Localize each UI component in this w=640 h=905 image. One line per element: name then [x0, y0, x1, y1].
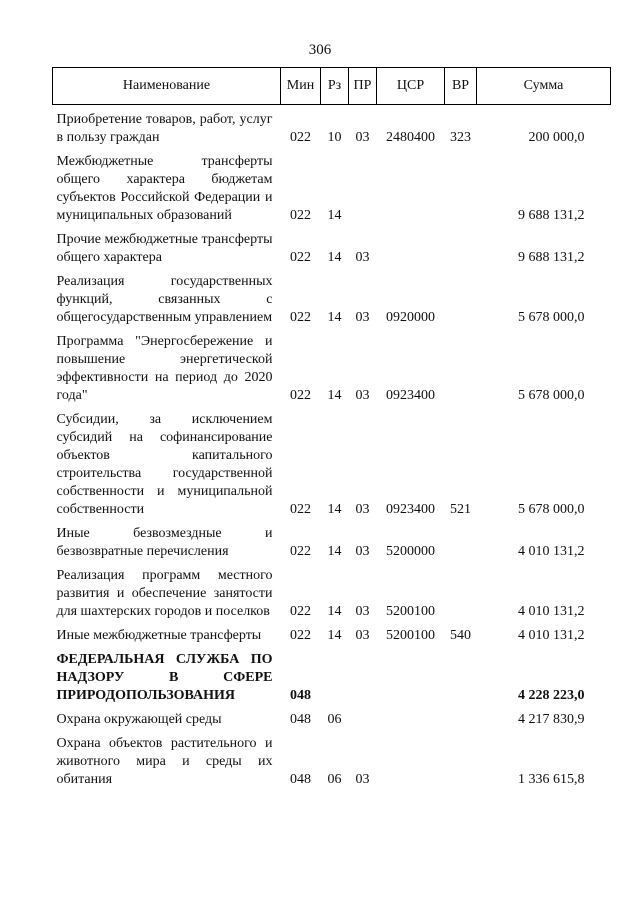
row-rz: 14: [327, 502, 342, 517]
row-csr: 2480400: [386, 130, 435, 145]
row-csr: [377, 225, 445, 267]
row-vr: [445, 147, 477, 225]
row-pr: 03: [355, 628, 370, 643]
row-pr: 03: [355, 388, 370, 403]
row-csr: 0923400: [386, 502, 435, 517]
row-rz: 14: [327, 250, 342, 265]
table-row: [53, 267, 611, 327]
row-name: Иные межбюджетные трансферты: [56, 628, 262, 643]
row-vr: 521: [450, 502, 471, 517]
row-name: Реализация государственных функций, связанных с общегосударственным управлением: [56, 274, 273, 325]
row-vr: [445, 267, 477, 327]
row-rz: 14: [327, 208, 342, 223]
row-csr: 0920000: [386, 310, 435, 325]
row-name: Межбюджетные трансферты общего характера бюджетам субъектов Российской Федерации и муниципальных образований: [56, 154, 273, 223]
row-name: Иные безвозмездные и безвозвратные перечисления: [56, 526, 273, 559]
row-sum: 5 678 000,0: [518, 310, 585, 325]
row-vr: [445, 645, 477, 705]
budget-table: [52, 67, 611, 789]
header-sum: Сумма: [477, 68, 611, 105]
row-name: Субсидии, за исключением субсидий на софинансирование объектов капитального строительства государственной собственности и муниципальной собственности: [56, 412, 273, 517]
row-csr: 5200100: [386, 604, 435, 619]
row-sum: 1 336 615,8: [518, 772, 585, 787]
table-row: [53, 105, 611, 148]
row-pr: 03: [355, 310, 370, 325]
row-sum: 5 678 000,0: [518, 502, 585, 517]
table-row: [53, 561, 611, 621]
row-rz: 14: [327, 544, 342, 559]
row-pr: [349, 705, 377, 729]
row-name: Прочие межбюджетные трансферты общего характера: [56, 232, 273, 265]
row-pr: 03: [355, 250, 370, 265]
row-sum: 4 217 830,9: [518, 712, 585, 727]
header-rz: Рз: [321, 68, 349, 105]
row-vr: [445, 729, 477, 789]
row-min: 022: [290, 130, 311, 145]
table-row: [53, 705, 611, 729]
row-min: 022: [290, 628, 311, 643]
table-row: [53, 225, 611, 267]
row-csr: 5200100: [386, 628, 435, 643]
row-vr: 323: [450, 130, 471, 145]
row-rz: 06: [327, 772, 342, 787]
header-pr: ПР: [349, 68, 377, 105]
row-name: Программа "Энергосбережение и повышение энергетической эффективности на период до 2020 года": [56, 334, 273, 403]
row-name: ФЕДЕРАЛЬНАЯ СЛУЖБА ПО НАДЗОРУ В СФЕРЕ ПРИРОДОПОЛЬЗОВАНИЯ: [56, 652, 273, 703]
row-vr: [445, 327, 477, 405]
header-vr: ВР: [445, 68, 477, 105]
row-vr: [445, 225, 477, 267]
row-rz: 06: [327, 712, 342, 727]
row-min: 022: [290, 502, 311, 517]
row-vr: 540: [450, 628, 471, 643]
row-pr: [349, 147, 377, 225]
row-rz: 14: [327, 628, 342, 643]
row-pr: 03: [355, 502, 370, 517]
row-min: 048: [290, 688, 311, 703]
row-rz: 14: [327, 604, 342, 619]
row-csr: [377, 729, 445, 789]
row-pr: 03: [355, 772, 370, 787]
row-name: Приобретение товаров, работ, услуг в пользу граждан: [56, 112, 273, 145]
row-pr: 03: [355, 544, 370, 559]
table-row: [53, 621, 611, 645]
row-sum: 4 228 223,0: [518, 688, 585, 703]
table-row-section-heading: [53, 645, 611, 705]
table-header-row: [53, 68, 611, 105]
row-sum: 5 678 000,0: [518, 388, 585, 403]
table-row: [53, 519, 611, 561]
row-pr: 03: [355, 604, 370, 619]
page-number: 306: [308, 42, 332, 58]
row-sum: 9 688 131,2: [518, 250, 585, 265]
row-min: 022: [290, 250, 311, 265]
row-pr: [349, 645, 377, 705]
row-vr: [445, 705, 477, 729]
row-csr: [377, 645, 445, 705]
header-csr: ЦСР: [377, 68, 445, 105]
row-min: 022: [290, 310, 311, 325]
header-min: Мин: [281, 68, 321, 105]
row-csr: 5200000: [386, 544, 435, 559]
row-min: 022: [290, 388, 311, 403]
row-name: Охрана объектов растительного и животного мира и среды их обитания: [56, 736, 273, 787]
row-pr: 03: [355, 130, 370, 145]
row-sum: 4 010 131,2: [518, 604, 585, 619]
row-vr: [445, 519, 477, 561]
table-row: [53, 147, 611, 225]
row-rz: 14: [327, 310, 342, 325]
table-row: [53, 729, 611, 789]
table-row: [53, 405, 611, 519]
row-min: 022: [290, 604, 311, 619]
table-row: [53, 327, 611, 405]
row-name: Реализация программ местного развития и обеспечение занятости для шахтерских городов и поселков: [56, 568, 273, 619]
row-min: 048: [290, 712, 311, 727]
row-rz: [321, 645, 349, 705]
row-sum: 4 010 131,2: [518, 628, 585, 643]
row-min: 022: [290, 208, 311, 223]
row-sum: 9 688 131,2: [518, 208, 585, 223]
row-name: Охрана окружающей среды: [56, 712, 222, 727]
row-csr: [377, 147, 445, 225]
row-rz: 14: [327, 388, 342, 403]
row-vr: [445, 561, 477, 621]
header-name: Наименование: [53, 68, 281, 105]
row-min: 022: [290, 544, 311, 559]
row-min: 048: [290, 772, 311, 787]
row-sum: 200 000,0: [528, 130, 585, 145]
row-csr: 0923400: [386, 388, 435, 403]
row-csr: [377, 705, 445, 729]
row-sum: 4 010 131,2: [518, 544, 585, 559]
row-rz: 10: [327, 130, 342, 145]
